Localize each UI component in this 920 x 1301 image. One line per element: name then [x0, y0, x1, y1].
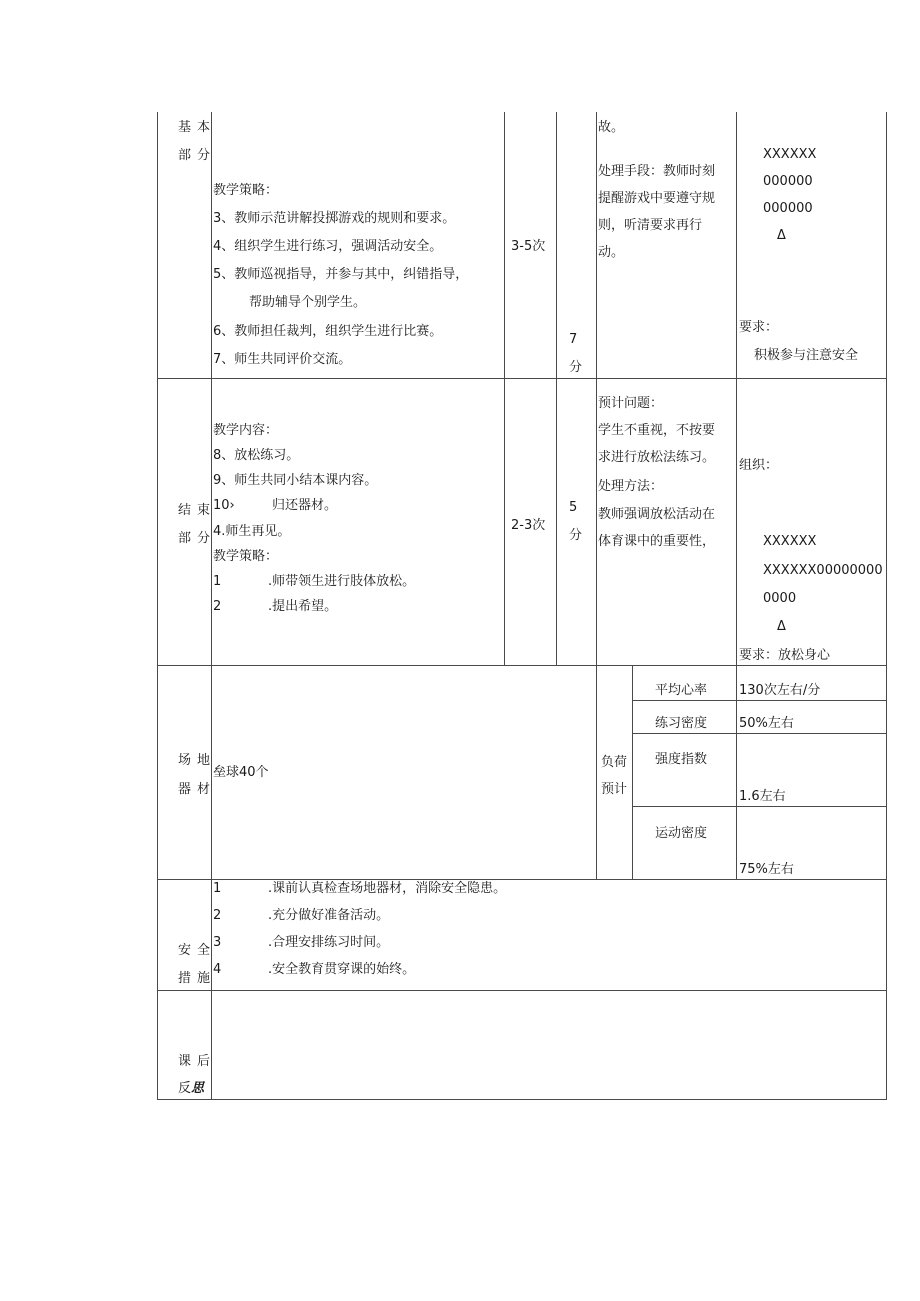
basic-problem-line: 则，听清要求再行: [598, 218, 703, 233]
ending-problem-line: 预计问题：: [598, 396, 664, 411]
basic-label-line2: 部分: [178, 148, 217, 163]
ending-content-item: 8、放松练习。: [213, 448, 300, 463]
basic-times: 3-5次: [511, 239, 546, 254]
load-row-name: 平均心率: [655, 683, 708, 698]
ending-content-item-number: 10›: [213, 498, 235, 513]
ending-formation-row: 0000: [763, 591, 797, 606]
basic-formation-row: 000000: [763, 201, 813, 216]
basic-requirement-text: 积极参与注意安全: [754, 348, 859, 363]
basic-strategy-item: 4、组织学生进行练习，强调活动安全。: [213, 239, 443, 254]
safety-item-number: 3: [213, 935, 222, 950]
safety-item-number: 1: [213, 881, 222, 896]
basic-teacher-marker: Δ: [777, 228, 786, 243]
ending-content-item: 4.师生再见。: [213, 524, 291, 539]
reflection-label-line2: [178, 1080, 204, 1098]
basic-formation-row: 000000: [763, 174, 813, 189]
basic-strategy-item: 7、师生共同评价交流。: [213, 352, 352, 367]
ending-strategy-number: 1: [213, 574, 222, 589]
safety-item-text: .课前认真检查场地器材，消除安全隐患。: [268, 881, 507, 896]
load-row-value: 75%左右: [739, 862, 794, 877]
ending-teacher-marker: Δ: [777, 619, 786, 634]
basic-strategy-item: 3、教师示范讲解投掷游戏的规则和要求。: [213, 211, 456, 226]
load-label-line1: 负荷: [601, 755, 628, 770]
ending-content-title: 教学内容：: [213, 423, 279, 438]
reflection-label-line1: 课后: [178, 1054, 217, 1069]
venue-label-line2: 器材: [178, 782, 217, 797]
safety-item-text: .合理安排练习时间。: [268, 935, 390, 950]
safety-item-number: 2: [213, 908, 222, 923]
safety-label-line2: 措施: [178, 971, 217, 986]
ending-problem-line: 处理方法：: [598, 479, 664, 494]
safety-item-number: 4: [213, 962, 222, 977]
load-label-line2: 预计: [601, 782, 628, 797]
load-row-name: 练习密度: [655, 716, 708, 731]
ending-organization-label: 组织：: [739, 458, 779, 473]
basic-formation-row: XXXXXX: [763, 147, 817, 162]
ending-strategy-number: 2: [213, 599, 222, 614]
ending-label-line1: 结束: [178, 503, 217, 518]
ending-duration-unit: 分: [569, 528, 583, 543]
reflection-input-area[interactable]: [212, 991, 886, 1099]
safety-label-line1: 安全: [178, 943, 217, 958]
basic-label-line1: 基本: [178, 120, 217, 135]
ending-problem-line: 体育课中的重要性，: [598, 534, 716, 549]
basic-strategy-title: 教学策略：: [213, 183, 279, 198]
venue-label-line1: 场地: [178, 753, 217, 768]
ending-strategy-title: 教学策略：: [213, 549, 279, 564]
ending-requirement-text: 要求：放松身心: [739, 648, 831, 663]
ending-content-item: 归还器材。: [272, 498, 338, 513]
basic-requirement-label: 要求：: [739, 320, 779, 335]
load-row-name: 运动密度: [655, 826, 708, 841]
ending-formation-row: XXXXXX: [763, 534, 817, 549]
basic-duration-unit: 分: [569, 360, 583, 375]
basic-problem-line: 提醒游戏中要遵守规: [598, 191, 716, 206]
reflection-label-char: 反: [178, 1081, 192, 1096]
load-row-name: 强度指数: [655, 752, 708, 767]
basic-problem-line: 处理手段：教师时刻: [598, 164, 716, 179]
ending-problem-line: 学生不重视，不按要: [598, 423, 716, 438]
ending-duration-number: 5: [569, 500, 578, 515]
ending-problem-line: 教师强调放松活动在: [598, 507, 716, 522]
equipment-text: 垒球40个: [213, 765, 269, 780]
ending-strategy-text: .提出希望。: [268, 599, 338, 614]
load-row-value: 1.6左右: [739, 789, 786, 804]
basic-strategy-item: 6、教师担任裁判，组织学生进行比赛。: [213, 324, 443, 339]
basic-duration-number: 7: [569, 332, 578, 347]
ending-problem-line: 求进行放松法练习。: [598, 450, 716, 465]
basic-problem-line: 动。: [598, 245, 625, 260]
ending-content-item: 9、师生共同小结本课内容。: [213, 473, 378, 488]
ending-strategy-text: .师带领生进行肢体放松。: [268, 574, 416, 589]
load-row-value: 130次左右/分: [739, 683, 821, 698]
safety-item-text: .安全教育贯穿课的始终。: [268, 962, 416, 977]
ending-times: 2-3次: [511, 518, 546, 533]
safety-item-text: .充分做好准备活动。: [268, 908, 390, 923]
basic-problem-line: 故。: [598, 120, 625, 135]
ending-formation-row: XXXXXX00000000: [763, 563, 883, 578]
basic-strategy-item: 帮助辅导个别学生。: [249, 295, 367, 310]
load-row-value: 50%左右: [739, 716, 794, 731]
ending-label-line2: 部分: [178, 531, 217, 546]
basic-strategy-item: 5、教师巡视指导，并参与其中，纠错指导，: [213, 267, 469, 282]
reflection-label-char-emph: 思: [191, 1081, 205, 1096]
